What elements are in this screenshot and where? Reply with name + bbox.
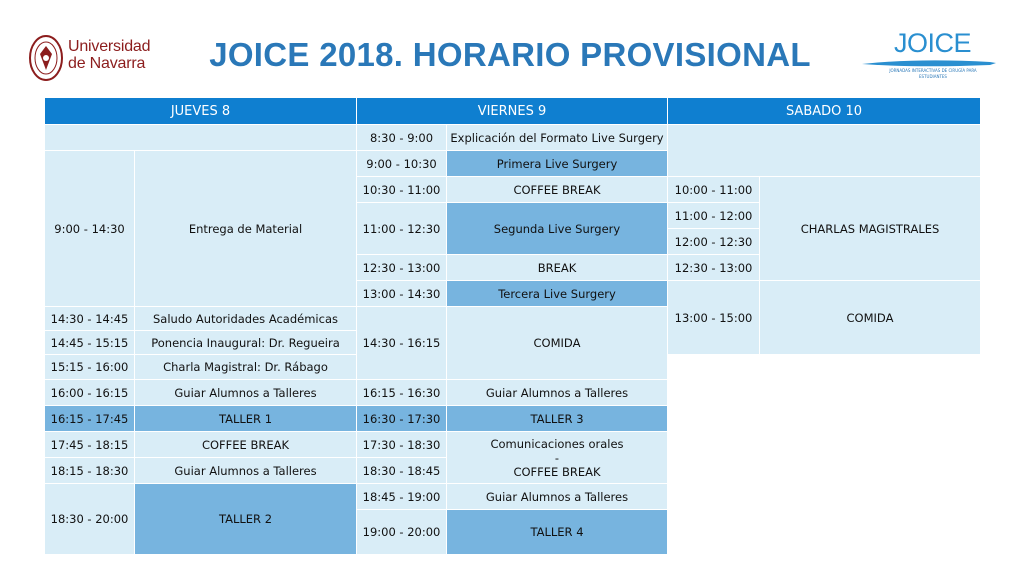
time-cell: 18:30 - 18:45 xyxy=(357,458,447,484)
activity-cell: Guiar Alumnos a Talleres xyxy=(135,380,357,406)
joice-subtitle: JORNADAS INTERACTIVAS DE CIRUGÍA PARA ESTUDIANTES xyxy=(889,68,977,79)
activity-cell: Charla Magistral: Dr. Rábago xyxy=(135,355,357,380)
activity-cell: CHARLAS MAGISTRALES xyxy=(760,177,981,281)
time-cell: 15:15 - 16:00 xyxy=(45,355,135,380)
activity-cell: COMIDA xyxy=(447,307,668,380)
university-line-2: de Navarra xyxy=(68,55,146,72)
time-cell: 18:15 - 18:30 xyxy=(45,458,135,484)
universidad-de-navarra-logo xyxy=(28,30,158,86)
activity-cell: Guiar Alumnos a Talleres xyxy=(447,380,668,406)
time-cell: 14:30 - 16:15 xyxy=(357,307,447,380)
empty-cell xyxy=(668,458,981,484)
empty-cell xyxy=(668,355,981,380)
activity-cell: TALLER 3 xyxy=(447,406,668,432)
university-seal-icon xyxy=(28,32,64,84)
university-name xyxy=(68,38,150,72)
activity-line: - xyxy=(554,450,560,465)
schedule-table xyxy=(44,97,981,555)
time-cell: 18:45 - 19:00 xyxy=(357,484,447,510)
time-cell: 12:30 - 13:00 xyxy=(668,255,760,281)
activity-cell: Saludo Autoridades Académicas xyxy=(135,307,357,331)
time-cell: 9:00 - 10:30 xyxy=(357,151,447,177)
time-cell: 17:45 - 18:15 xyxy=(45,432,135,458)
time-cell: 17:30 - 18:30 xyxy=(357,432,447,458)
joice-wordmark: JOICE xyxy=(894,28,972,58)
time-cell: 10:00 - 11:00 xyxy=(668,177,760,203)
activity-cell: TALLER 1 xyxy=(135,406,357,432)
activity-cell: Entrega de Material xyxy=(135,151,357,307)
activity-cell: Guiar Alumnos a Talleres xyxy=(135,458,357,484)
joice-logo xyxy=(858,28,998,86)
time-cell: 14:30 - 14:45 xyxy=(45,307,135,331)
page-title: JOICE 2018. HORARIO PROVISIONAL xyxy=(209,36,811,73)
time-cell: 13:00 - 15:00 xyxy=(668,281,760,355)
activity-cell: Primera Live Surgery xyxy=(447,151,668,177)
time-cell: 9:00 - 14:30 xyxy=(45,151,135,307)
time-cell: 11:00 - 12:00 xyxy=(668,203,760,229)
activity-cell: TALLER 4 xyxy=(447,510,668,555)
activity-cell: Tercera Live Surgery xyxy=(447,281,668,307)
empty-cell xyxy=(668,484,981,510)
activity-cell: TALLER 2 xyxy=(135,484,357,555)
activity-cell: COFFEE BREAK xyxy=(135,432,357,458)
activity-cell: BREAK xyxy=(447,255,668,281)
university-line-1: Universidad xyxy=(68,38,151,55)
column-header-sabado: SABADO 10 xyxy=(668,98,981,125)
empty-cell xyxy=(668,406,981,432)
time-cell: 12:00 - 12:30 xyxy=(668,229,760,255)
column-header-viernes: VIERNES 9 xyxy=(357,98,668,125)
column-header-jueves: JUEVES 8 xyxy=(45,98,357,125)
time-cell: 11:00 - 12:30 xyxy=(357,203,447,255)
activity-cell: Ponencia Inaugural: Dr. Regueira xyxy=(135,331,357,355)
activity-cell: Explicación del Formato Live Surgery xyxy=(447,125,668,151)
time-cell: 16:15 - 17:45 xyxy=(45,406,135,432)
time-cell: 18:30 - 20:00 xyxy=(45,484,135,555)
time-cell: 19:00 - 20:00 xyxy=(357,510,447,555)
activity-line: Comunicaciones orales xyxy=(490,436,624,451)
activity-line: COFFEE BREAK xyxy=(513,464,601,479)
time-cell: 8:30 - 9:00 xyxy=(357,125,447,151)
empty-cell xyxy=(668,380,981,406)
activity-cell: Guiar Alumnos a Talleres xyxy=(447,484,668,510)
activity-cell: COFFEE BREAK xyxy=(447,177,668,203)
time-cell: 13:00 - 14:30 xyxy=(357,281,447,307)
time-cell: 16:00 - 16:15 xyxy=(45,380,135,406)
activity-cell xyxy=(447,432,668,484)
time-cell: 16:15 - 16:30 xyxy=(357,380,447,406)
empty-cell xyxy=(668,125,981,177)
time-cell: 10:30 - 11:00 xyxy=(357,177,447,203)
empty-cell xyxy=(668,432,981,458)
activity-cell: COMIDA xyxy=(760,281,981,355)
time-cell: 14:45 - 15:15 xyxy=(45,331,135,355)
empty-cell xyxy=(668,510,981,555)
activity-cell: Segunda Live Surgery xyxy=(447,203,668,255)
time-cell: 16:30 - 17:30 xyxy=(357,406,447,432)
time-cell: 12:30 - 13:00 xyxy=(357,255,447,281)
empty-cell xyxy=(45,125,357,151)
